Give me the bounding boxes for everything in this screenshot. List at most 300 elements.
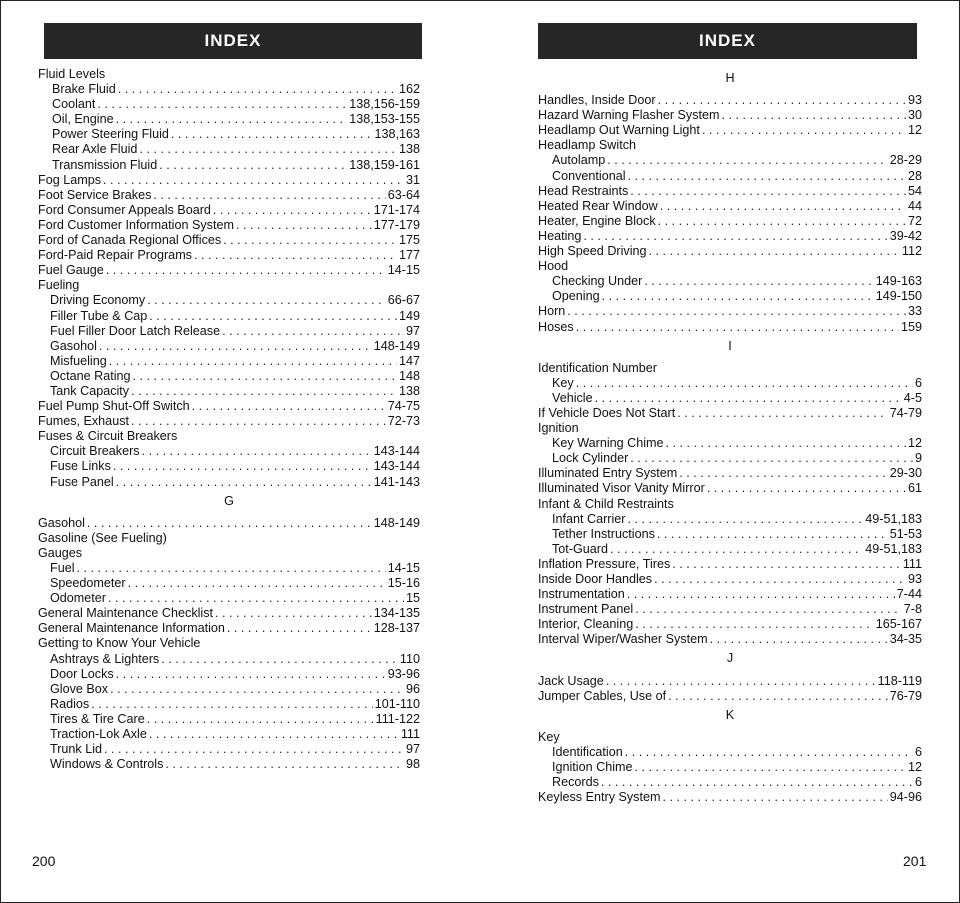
index-subentry xyxy=(538,527,922,542)
dot-leader xyxy=(171,127,373,142)
entry-pages: 94-96 xyxy=(889,790,922,805)
entry-pages: 101-110 xyxy=(374,696,420,711)
dot-leader xyxy=(131,414,386,429)
index-subentry xyxy=(538,451,922,466)
dot-leader xyxy=(192,399,386,414)
index-entry xyxy=(538,790,922,805)
entry-term: Illuminated Entry System xyxy=(538,466,678,481)
entry-term: Gauges xyxy=(38,545,83,560)
entry-term: If Vehicle Does Not Start xyxy=(538,405,676,420)
entry-pages: 118-119 xyxy=(877,673,922,688)
entry-term: Ford Customer Information System xyxy=(38,217,234,232)
index-subentry xyxy=(538,391,922,406)
dot-leader xyxy=(116,667,386,682)
entry-pages: 138,159-161 xyxy=(349,157,420,172)
entry-term: Infant & Child Restraints xyxy=(538,496,674,511)
dot-leader xyxy=(128,576,386,591)
index-entry xyxy=(538,244,922,259)
entry-term: Door Locks xyxy=(50,666,114,681)
dot-leader xyxy=(118,82,397,97)
entry-pages: 61 xyxy=(907,481,922,496)
entry-pages: 29-30 xyxy=(889,466,922,481)
index-entry xyxy=(38,233,420,248)
entry-term: Heater, Engine Block xyxy=(538,213,656,228)
entry-term: Brake Fluid xyxy=(52,82,116,97)
index-subentry xyxy=(538,542,922,557)
index-entry xyxy=(38,546,420,561)
entry-term: Instrumentation xyxy=(538,587,625,602)
entry-pages: 177 xyxy=(398,248,420,263)
entry-term: Head Restraints xyxy=(538,183,629,198)
index-entry xyxy=(538,214,922,229)
entry-term: Inside Door Handles xyxy=(538,572,653,586)
entry-pages: 141-143 xyxy=(373,474,420,489)
entry-term: Fog Lamps xyxy=(38,172,101,187)
dot-leader xyxy=(627,587,895,602)
index-subentry xyxy=(538,376,922,391)
index-entry xyxy=(538,617,922,632)
right-page xyxy=(481,1,959,902)
left-page-number: 200 xyxy=(32,853,56,869)
index-subentry xyxy=(538,745,922,760)
entry-pages: 97 xyxy=(405,323,420,338)
dot-leader xyxy=(576,320,899,335)
entry-term: Identification Number xyxy=(538,360,658,375)
entry-term: Key xyxy=(538,729,560,744)
entry-pages: 97 xyxy=(405,742,420,757)
entry-term: Key Warning Chime xyxy=(552,436,664,451)
entry-term: Headlamp Switch xyxy=(538,138,636,153)
left-index-header: INDEX xyxy=(44,23,422,59)
entry-term: Ford-Paid Repair Programs xyxy=(38,248,192,263)
entry-term: Heating xyxy=(538,228,582,243)
dot-leader xyxy=(657,527,888,542)
entry-pages: 175 xyxy=(398,233,420,248)
entry-pages: 4-5 xyxy=(903,390,922,405)
index-entry xyxy=(538,632,922,647)
entry-term: Windows & Controls xyxy=(50,757,164,772)
entry-term: General Maintenance Information xyxy=(38,621,225,636)
dot-leader xyxy=(139,142,397,157)
dot-leader xyxy=(649,244,900,259)
dot-leader xyxy=(672,557,901,572)
entry-term: Instrument Panel xyxy=(538,602,634,617)
index-subentry xyxy=(38,712,420,727)
entry-term: Inflation Pressure, Tires xyxy=(538,556,671,571)
entry-term: Records xyxy=(552,775,599,790)
entry-pages: 44 xyxy=(907,198,922,213)
entry-term: Fuel xyxy=(50,561,75,575)
entry-term: Autolamp xyxy=(552,153,606,168)
entry-pages: 12 xyxy=(907,760,922,775)
index-subentry xyxy=(538,760,922,775)
entry-pages: 12 xyxy=(907,123,922,138)
dot-leader xyxy=(602,289,874,304)
entry-term: Power Steering Fluid xyxy=(52,127,169,142)
entry-pages: 28-29 xyxy=(889,153,922,168)
entry-pages: 7-8 xyxy=(903,602,922,617)
index-subentry xyxy=(38,324,420,339)
dot-leader xyxy=(583,229,887,244)
entry-pages: 74-79 xyxy=(889,405,922,420)
entry-term: Misfueling xyxy=(50,353,107,368)
entry-term: Conventional xyxy=(552,168,626,183)
dot-leader xyxy=(106,263,386,278)
entry-term: Tot-Guard xyxy=(552,541,608,556)
entry-term: Ignition xyxy=(538,421,579,436)
index-subentry xyxy=(538,153,922,168)
index-subentry xyxy=(38,444,420,459)
entry-term: Headlamp Out Warning Light xyxy=(538,123,700,138)
entry-pages: 72 xyxy=(907,213,922,228)
entry-term: Hazard Warning Flasher System xyxy=(538,108,720,123)
index-entry xyxy=(38,248,420,263)
dot-leader xyxy=(113,459,372,474)
entry-pages: 138,163 xyxy=(374,127,420,142)
entry-pages: 74-75 xyxy=(387,399,420,414)
entry-pages: 148 xyxy=(398,368,420,383)
index-subentry xyxy=(538,436,922,451)
entry-term: Handles, Inside Door xyxy=(538,93,656,108)
index-entry xyxy=(538,259,922,274)
entry-term: Speedometer xyxy=(50,576,126,591)
entry-pages: 28 xyxy=(907,168,922,183)
entry-pages: 149-163 xyxy=(875,274,922,289)
index-subentry xyxy=(38,354,420,369)
index-entry xyxy=(38,188,420,203)
entry-term: Gasohol xyxy=(50,338,97,353)
entry-term: Interior, Cleaning xyxy=(538,617,634,632)
entry-pages: 12 xyxy=(907,436,922,451)
entry-term: Foot Service Brakes xyxy=(38,187,152,202)
entry-pages: 110 xyxy=(399,651,420,666)
dot-leader xyxy=(660,199,906,214)
dot-leader xyxy=(679,466,887,481)
dot-leader xyxy=(149,727,399,742)
index-subentry xyxy=(538,775,922,790)
dot-leader xyxy=(133,369,397,384)
dot-leader xyxy=(194,248,397,263)
entry-pages: 148-149 xyxy=(373,338,420,353)
dot-leader xyxy=(87,516,372,531)
index-entry xyxy=(538,199,922,214)
dot-leader xyxy=(658,214,906,229)
index-entry xyxy=(38,67,420,82)
dot-leader xyxy=(666,436,906,451)
dot-leader xyxy=(109,354,397,369)
entry-term: Infant Carrier xyxy=(552,511,626,526)
dot-leader xyxy=(607,153,888,168)
entry-term: Oil, Engine xyxy=(52,112,114,127)
section-letter: J xyxy=(726,651,734,666)
dot-leader xyxy=(165,757,404,772)
entry-term: Fluid Levels xyxy=(38,67,106,81)
entry-term: Vehicle xyxy=(552,390,593,405)
dot-leader xyxy=(630,451,913,466)
entry-pages: 7-44 xyxy=(896,587,922,602)
index-entry xyxy=(38,531,420,546)
entry-pages: 112 xyxy=(901,244,922,259)
entry-term: Keyless Entry System xyxy=(538,790,661,805)
index-entry xyxy=(538,320,922,335)
index-entry xyxy=(538,93,922,108)
index-entry xyxy=(538,229,922,244)
index-entry xyxy=(38,203,420,218)
dot-leader xyxy=(222,324,404,339)
dot-leader xyxy=(159,158,347,173)
index-entry xyxy=(38,218,420,233)
entry-term: Fuel Gauge xyxy=(38,263,104,278)
dot-leader xyxy=(104,742,404,757)
entry-pages: 15 xyxy=(405,591,420,606)
index-entry xyxy=(538,602,922,617)
index-subentry xyxy=(38,293,420,308)
index-subentry xyxy=(38,158,420,173)
entry-term: Octane Rating xyxy=(50,368,131,383)
entry-term: Fueling xyxy=(38,278,80,293)
entry-term: Gasoline (See Fueling) xyxy=(38,530,167,545)
index-entry xyxy=(538,138,922,153)
dot-leader xyxy=(227,621,372,636)
index-subentry xyxy=(38,97,420,112)
section-letter: K xyxy=(725,707,735,722)
entry-pages: 138 xyxy=(398,142,420,157)
entry-pages: 34-35 xyxy=(889,632,922,647)
index-entry xyxy=(538,304,922,319)
entry-term: Tires & Tire Care xyxy=(50,711,145,726)
left-page xyxy=(1,1,479,902)
index-entry xyxy=(38,516,420,531)
dot-leader xyxy=(601,775,913,790)
entry-pages: 31 xyxy=(405,172,420,187)
dot-leader xyxy=(635,617,874,632)
entry-pages: 98 xyxy=(405,757,420,772)
dot-leader xyxy=(610,542,863,557)
entry-pages: 14-15 xyxy=(387,263,420,278)
dot-leader xyxy=(161,652,398,667)
dot-leader xyxy=(662,790,887,805)
entry-term: Hood xyxy=(538,259,569,274)
dot-leader xyxy=(576,376,913,391)
entry-term: Horn xyxy=(538,304,566,319)
entry-pages: 93-96 xyxy=(387,666,420,681)
dot-leader xyxy=(149,309,397,324)
entry-pages: 143-144 xyxy=(373,459,420,474)
index-subentry xyxy=(538,512,922,527)
entry-pages: 138,153-155 xyxy=(349,112,420,127)
entry-term: Odometer xyxy=(50,591,106,606)
entry-pages: 128-137 xyxy=(373,621,420,636)
index-entry xyxy=(38,414,420,429)
entry-term: Fuse Links xyxy=(50,459,111,474)
entry-term: Interval Wiper/Washer System xyxy=(538,632,708,647)
entry-term: General Maintenance Checklist xyxy=(38,606,214,621)
dot-leader xyxy=(606,674,876,689)
entry-term: Radios xyxy=(50,696,90,711)
dot-leader xyxy=(147,712,374,727)
entry-term: Tank Capacity xyxy=(50,383,130,398)
entry-term: Ashtrays & Lighters xyxy=(50,651,160,666)
entry-pages: 9 xyxy=(914,451,922,466)
entry-pages: 14-15 xyxy=(387,561,420,575)
entry-pages: 96 xyxy=(405,681,420,696)
dot-leader xyxy=(77,561,386,576)
entry-pages: 93 xyxy=(907,93,922,108)
index-entry xyxy=(538,108,922,123)
entry-term: Ford Consumer Appeals Board xyxy=(38,202,211,217)
dot-leader xyxy=(223,233,397,248)
entry-pages: 134-135 xyxy=(373,606,420,621)
entry-term: Ignition Chime xyxy=(552,760,633,775)
entry-pages: 111 xyxy=(400,727,420,742)
dot-leader xyxy=(153,188,385,203)
dot-leader xyxy=(116,475,372,490)
dot-leader xyxy=(635,602,902,617)
index-subentry xyxy=(38,757,420,772)
index-entry xyxy=(538,689,922,704)
dot-leader xyxy=(142,444,372,459)
dot-leader xyxy=(91,697,373,712)
entry-pages: 72-73 xyxy=(387,414,420,429)
index-subentry xyxy=(538,169,922,184)
entry-term: Jumper Cables, Use of xyxy=(538,688,667,703)
dot-leader xyxy=(103,173,404,188)
entry-term: Illuminated Visor Vanity Mirror xyxy=(538,481,705,496)
entry-pages: 148-149 xyxy=(373,515,420,530)
entry-term: Identification xyxy=(552,744,623,759)
index-subentry xyxy=(38,667,420,682)
entry-pages: 147 xyxy=(398,353,420,368)
dot-leader xyxy=(595,391,902,406)
entry-pages: 15-16 xyxy=(387,576,420,591)
index-entry xyxy=(38,278,420,293)
index-entry xyxy=(538,184,922,199)
index-entry xyxy=(538,572,922,587)
entry-pages: 30 xyxy=(907,108,922,123)
entry-term: Fumes, Exhaust xyxy=(38,414,129,429)
index-entry xyxy=(38,621,420,636)
entry-term: Hoses xyxy=(538,319,574,334)
dot-leader xyxy=(625,745,913,760)
index-subentry xyxy=(38,475,420,490)
index-entry xyxy=(538,481,922,496)
entry-term: High Speed Driving xyxy=(538,244,647,259)
left-index-list xyxy=(38,67,420,772)
entry-pages: 171-174 xyxy=(373,202,420,217)
index-entry xyxy=(38,173,420,188)
entry-term: Fuses & Circuit Breakers xyxy=(38,429,178,444)
dot-leader xyxy=(707,481,906,496)
dot-leader xyxy=(116,112,348,127)
index-subentry xyxy=(38,309,420,324)
entry-term: Circuit Breakers xyxy=(50,444,140,459)
dot-leader xyxy=(658,93,906,108)
entry-term: Driving Economy xyxy=(50,293,146,308)
dot-leader xyxy=(99,339,372,354)
section-letter: G xyxy=(224,493,234,508)
entry-pages: 143-144 xyxy=(373,444,420,459)
entry-term: Trunk Lid xyxy=(50,742,103,757)
entry-term: Checking Under xyxy=(552,274,643,289)
index-subentry xyxy=(38,697,420,712)
dot-leader xyxy=(110,682,404,697)
index-subentry xyxy=(38,682,420,697)
dot-leader xyxy=(97,97,347,112)
right-page-number: 201 xyxy=(903,853,927,869)
index-subentry xyxy=(38,82,420,97)
entry-term: Traction-Lok Axle xyxy=(50,727,147,742)
entry-pages: 177-179 xyxy=(373,217,420,232)
index-subentry xyxy=(38,576,420,591)
section-letter: H xyxy=(725,71,735,85)
entry-pages: 66-67 xyxy=(387,293,420,308)
entry-pages: 159 xyxy=(900,319,922,334)
entry-term: Ford of Canada Regional Offices xyxy=(38,233,222,248)
entry-pages: 138,156-159 xyxy=(349,97,420,112)
index-subentry xyxy=(38,384,420,399)
index-subentry xyxy=(38,339,420,354)
entry-pages: 111 xyxy=(902,556,922,571)
entry-pages: 49-51,183 xyxy=(865,511,922,526)
entry-pages: 138 xyxy=(398,383,420,398)
entry-term: Rear Axle Fluid xyxy=(52,142,138,157)
entry-term: Transmission Fluid xyxy=(52,157,158,172)
dot-leader xyxy=(567,304,906,319)
entry-term: Fuel Filler Door Latch Release xyxy=(50,323,221,338)
index-entry xyxy=(538,497,922,512)
dot-leader xyxy=(628,512,864,527)
entry-pages: 54 xyxy=(907,183,922,198)
entry-term: Lock Cylinder xyxy=(552,451,629,466)
dot-leader xyxy=(668,689,888,704)
index-entry xyxy=(38,263,420,278)
index-subentry xyxy=(38,561,420,576)
index-subentry xyxy=(38,742,420,757)
entry-pages: 149-150 xyxy=(875,289,922,304)
index-subentry xyxy=(38,127,420,142)
index-entry xyxy=(538,421,922,436)
index-entry xyxy=(538,730,922,745)
index-entry xyxy=(538,557,922,572)
entry-term: Gasohol xyxy=(38,515,85,530)
entry-pages: 6 xyxy=(914,375,922,390)
dot-leader xyxy=(702,123,906,138)
entry-pages: 93 xyxy=(907,572,922,586)
entry-term: Getting to Know Your Vehicle xyxy=(38,636,201,651)
entry-pages: 149 xyxy=(398,308,420,323)
entry-term: Opening xyxy=(552,289,600,304)
dot-leader xyxy=(644,274,873,289)
entry-term: Tether Instructions xyxy=(552,526,655,541)
index-entry xyxy=(38,636,420,651)
entry-pages: 165-167 xyxy=(875,617,922,632)
entry-pages: 6 xyxy=(914,775,922,790)
dot-leader xyxy=(215,606,372,621)
entry-term: Fuel Pump Shut-Off Switch xyxy=(38,399,190,414)
dot-leader xyxy=(213,203,372,218)
entry-pages: 63-64 xyxy=(387,187,420,202)
index-entry xyxy=(38,606,420,621)
index-entry xyxy=(538,587,922,602)
dot-leader xyxy=(131,384,397,399)
entry-pages: 33 xyxy=(907,304,922,319)
index-entry xyxy=(538,466,922,481)
index-subentry xyxy=(538,289,922,304)
section-letter: I xyxy=(728,338,732,353)
index-subentry xyxy=(38,369,420,384)
dot-leader xyxy=(635,760,906,775)
entry-pages: 76-79 xyxy=(889,688,922,703)
